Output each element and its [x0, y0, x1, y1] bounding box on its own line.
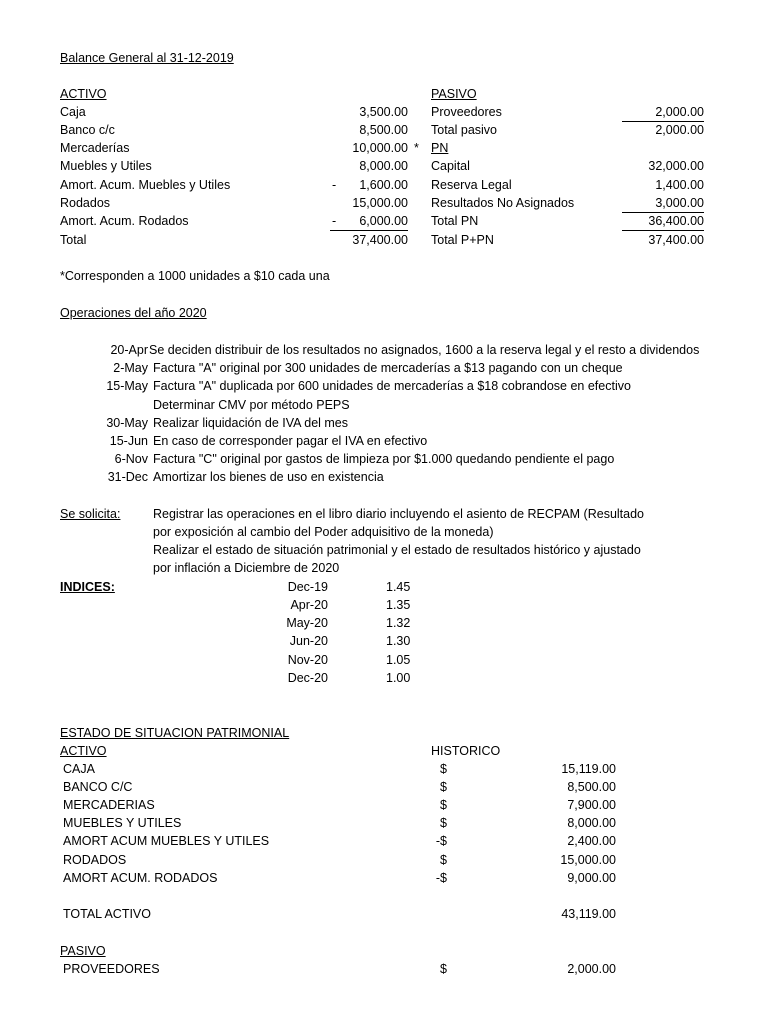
operation-text: Se deciden distribuir de los resultados no asignados, 1600 a la reserva legal y el resto a dividendos — [149, 343, 700, 357]
pasivo-header: PASIVO — [431, 87, 477, 101]
solicita-line: Registrar las operaciones en el libro diario incluyendo el asiento de RECPAM (Resultado — [153, 507, 644, 521]
pasivo-value: 2,000.00 — [622, 103, 704, 122]
activo-value: 8,000.00 — [359, 159, 408, 173]
activo-value: 10,000.00 — [352, 141, 408, 155]
operation-text: Factura "C" original por gastos de limpieza por $1.000 quedando pendiente el pago — [153, 452, 615, 466]
operation-text: Realizar liquidación de IVA del mes — [153, 416, 349, 430]
pasivo-label: Proveedores — [431, 105, 502, 119]
indices-label: INDICES: — [60, 580, 115, 594]
esp-row-currency: $ — [440, 816, 447, 830]
pasivo-label: Capital — [431, 159, 470, 173]
esp-row-value: 9,000.00 — [567, 871, 616, 885]
pasivo-value: 32,000.00 — [648, 159, 704, 173]
operation-text: Determinar CMV por método PEPS — [153, 398, 350, 412]
solicita-line: por inflación a Diciembre de 2020 — [153, 561, 340, 575]
index-period: Jun-20 — [289, 634, 328, 648]
activo-sign: - — [332, 214, 337, 228]
index-value: 1.35 — [386, 598, 411, 612]
pasivo-value: 1,400.00 — [655, 178, 704, 192]
activo-value: 15,000.00 — [352, 196, 408, 210]
pasivo-label: Reserva Legal — [431, 178, 512, 192]
activo-value: 6,000.00 — [330, 212, 408, 231]
pasivo-value: 3,000.00 — [622, 194, 704, 213]
pasivo-total-label: Total P+PN — [431, 233, 494, 247]
activo-value: 3,500.00 — [359, 105, 408, 119]
esp-row-label: CAJA — [63, 762, 95, 776]
activo-label: Mercaderías — [60, 141, 130, 155]
activo-header: ACTIVO — [60, 87, 107, 101]
balance-title: Balance General al 31-12-2019 — [60, 51, 234, 65]
solicita-label: Se solicita: — [60, 507, 121, 521]
esp-pasivo-header: PASIVO — [60, 944, 106, 958]
pasivo-label: Total PN — [431, 214, 479, 228]
pn-header: PN — [431, 141, 449, 155]
esp-row-label: AMORT ACUM MUEBLES Y UTILES — [63, 834, 270, 848]
footnote: *Corresponden a 1000 unidades a $10 cada una — [60, 269, 330, 283]
esp-row-value: 8,500.00 — [567, 780, 616, 794]
esp-row-currency: -$ — [435, 834, 447, 848]
activo-label: Amort. Acum. Rodados — [60, 214, 189, 228]
esp-row-value: 2,400.00 — [567, 834, 616, 848]
esp-pasivo-value: 2,000.00 — [567, 962, 616, 976]
pasivo-value: 2,000.00 — [655, 123, 704, 137]
activo-value: 1,600.00 — [359, 178, 408, 192]
activo-label: Caja — [60, 105, 86, 119]
esp-col-header: HISTORICO — [431, 744, 501, 758]
operation-date: 30-May — [106, 416, 148, 430]
activo-label: Muebles y Utiles — [60, 159, 152, 173]
operaciones-header: Operaciones del año 2020 — [60, 306, 207, 320]
index-period: Dec-19 — [287, 580, 328, 594]
solicita-line: Realizar el estado de situación patrimonial y el estado de resultados histórico y ajustado — [153, 543, 641, 557]
esp-row-label: BANCO C/C — [63, 780, 133, 794]
index-value: 1.30 — [386, 634, 411, 648]
esp-pasivo-label: PROVEEDORES — [63, 962, 160, 976]
index-period: May-20 — [286, 616, 328, 630]
index-period: Nov-20 — [287, 653, 328, 667]
esp-activo-header: ACTIVO — [60, 744, 107, 758]
operation-text: Factura "A" original por 300 unidades de mercaderías a $13 pagando con un cheque — [153, 361, 623, 375]
activo-label: Amort. Acum. Muebles y Utiles — [60, 178, 231, 192]
solicita-line: por exposición al cambio del Poder adquisitivo de la moneda) — [153, 525, 494, 539]
esp-row-currency: $ — [440, 853, 447, 867]
esp-row-currency: -$ — [435, 871, 447, 885]
pasivo-total-value: 37,400.00 — [648, 233, 704, 247]
esp-row-currency: $ — [440, 798, 447, 812]
pasivo-value: 36,400.00 — [622, 212, 704, 231]
esp-row-value: 8,000.00 — [567, 816, 616, 830]
index-period: Apr-20 — [290, 598, 328, 612]
pasivo-label: Resultados No Asignados — [431, 196, 575, 210]
esp-row-label: MERCADERIAS — [63, 798, 155, 812]
esp-pasivo-currency: $ — [440, 962, 447, 976]
operation-text: Amortizar los bienes de uso en existencia — [153, 470, 384, 484]
operation-date: 15-May — [106, 379, 148, 393]
activo-label: Banco c/c — [60, 123, 115, 137]
esp-title: ESTADO DE SITUACION PATRIMONIAL — [60, 726, 290, 740]
operation-date: 6-Nov — [114, 452, 148, 466]
activo-sign: - — [332, 178, 337, 192]
index-value: 1.45 — [386, 580, 411, 594]
esp-total-value: 43,119.00 — [561, 907, 616, 921]
index-value: 1.05 — [386, 653, 411, 667]
esp-row-value: 15,119.00 — [561, 762, 616, 776]
index-value: 1.32 — [386, 616, 411, 630]
esp-row-label: AMORT ACUM. RODADOS — [63, 871, 218, 885]
index-value: 1.00 — [386, 671, 411, 685]
operation-text: Factura "A" duplicada por 600 unidades de mercaderías a $18 cobrandose en efectivo — [153, 379, 631, 393]
operation-date: 31-Dec — [107, 470, 148, 484]
esp-row-currency: $ — [440, 780, 447, 794]
index-period: Dec-20 — [287, 671, 328, 685]
pasivo-label: Total pasivo — [431, 123, 498, 137]
esp-row-label: MUEBLES Y UTILES — [63, 816, 182, 830]
activo-value: 8,500.00 — [359, 123, 408, 137]
activo-label: Rodados — [60, 196, 111, 210]
esp-row-label: RODADOS — [63, 853, 127, 867]
operation-date: 15-Jun — [109, 434, 148, 448]
footnote-mark: * — [414, 141, 419, 155]
activo-total-value: 37,400.00 — [352, 233, 408, 247]
operation-date: 2-May — [113, 361, 148, 375]
activo-total-label: Total — [60, 233, 87, 247]
esp-total-label: TOTAL ACTIVO — [63, 907, 151, 921]
esp-row-value: 15,000.00 — [560, 853, 616, 867]
esp-row-value: 7,900.00 — [567, 798, 616, 812]
operation-text: En caso de corresponder pagar el IVA en efectivo — [153, 434, 428, 448]
operation-date: 20-Apr — [110, 343, 148, 357]
esp-row-currency: $ — [440, 762, 447, 776]
